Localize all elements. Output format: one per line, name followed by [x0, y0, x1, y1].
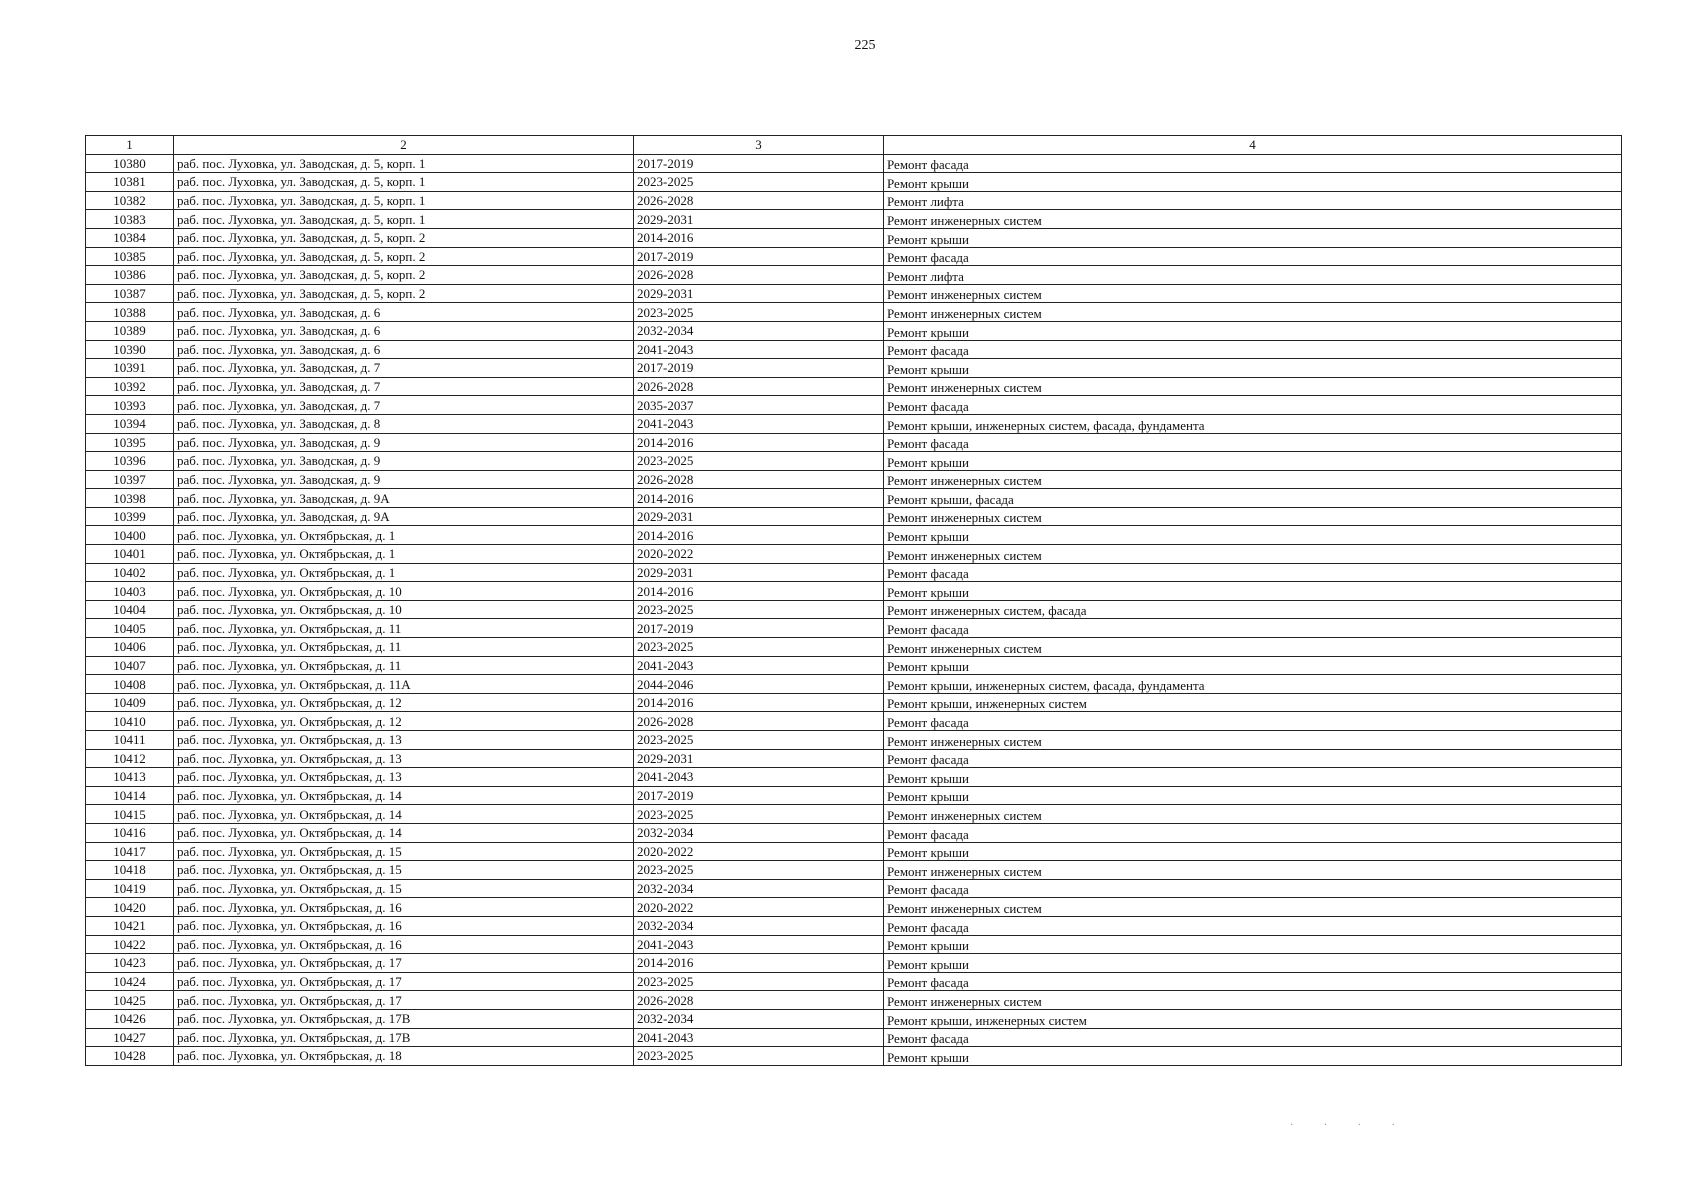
work-type-cell: Ремонт крыши: [884, 173, 1622, 192]
row-number: 10382: [86, 191, 174, 210]
row-number: 10407: [86, 656, 174, 675]
address-cell: раб. пос. Луховка, ул. Заводская, д. 5, корп. 2: [174, 228, 634, 247]
row-number: 10399: [86, 507, 174, 526]
table-body: [86, 154, 1622, 1065]
period-cell: 2041-2043: [634, 935, 884, 954]
work-type-cell: Ремонт крыши, инженерных систем, фасада, фундамента: [884, 675, 1622, 694]
period-cell: 2032-2034: [634, 1009, 884, 1028]
address-cell: раб. пос. Луховка, ул. Октябрьская, д. 1: [174, 526, 634, 545]
period-cell: 2020-2022: [634, 842, 884, 861]
row-number: 10393: [86, 396, 174, 415]
row-number: 10400: [86, 526, 174, 545]
table-row: [86, 452, 1622, 471]
period-cell: 2029-2031: [634, 749, 884, 768]
address-cell: раб. пос. Луховка, ул. Октябрьская, д. 15: [174, 879, 634, 898]
row-number: 10387: [86, 284, 174, 303]
table-row: [86, 861, 1622, 880]
table-row: [86, 377, 1622, 396]
work-type-cell: Ремонт крыши: [884, 582, 1622, 601]
address-cell: раб. пос. Луховка, ул. Октябрьская, д. 13: [174, 749, 634, 768]
row-number: 10389: [86, 321, 174, 340]
period-cell: 2023-2025: [634, 805, 884, 824]
row-number: 10403: [86, 582, 174, 601]
work-type-cell: Ремонт инженерных систем: [884, 284, 1622, 303]
period-cell: 2014-2016: [634, 489, 884, 508]
work-type-cell: Ремонт инженерных систем: [884, 861, 1622, 880]
period-cell: 2041-2043: [634, 656, 884, 675]
address-cell: раб. пос. Луховка, ул. Заводская, д. 5, корп. 1: [174, 191, 634, 210]
row-number: 10426: [86, 1009, 174, 1028]
period-cell: 2032-2034: [634, 823, 884, 842]
address-cell: раб. пос. Луховка, ул. Заводская, д. 6: [174, 303, 634, 322]
table-row: [86, 991, 1622, 1010]
address-cell: раб. пос. Луховка, ул. Октябрьская, д. 15: [174, 842, 634, 861]
address-cell: раб. пос. Луховка, ул. Октябрьская, д. 13: [174, 731, 634, 750]
row-number: 10420: [86, 898, 174, 917]
table-row: [86, 433, 1622, 452]
row-number: 10380: [86, 154, 174, 173]
period-cell: 2041-2043: [634, 414, 884, 433]
work-type-cell: Ремонт крыши, инженерных систем, фасада, фундамента: [884, 414, 1622, 433]
row-number: 10419: [86, 879, 174, 898]
table-row: [86, 470, 1622, 489]
table-row: [86, 507, 1622, 526]
period-cell: 2032-2034: [634, 916, 884, 935]
work-type-cell: Ремонт фасада: [884, 749, 1622, 768]
table-row: [86, 731, 1622, 750]
address-cell: раб. пос. Луховка, ул. Октябрьская, д. 14: [174, 805, 634, 824]
table-header-row: [86, 136, 1622, 155]
row-number: 10414: [86, 786, 174, 805]
row-number: 10411: [86, 731, 174, 750]
table-row: [86, 600, 1622, 619]
period-cell: 2032-2034: [634, 321, 884, 340]
work-type-cell: Ремонт инженерных систем: [884, 377, 1622, 396]
work-type-cell: Ремонт фасада: [884, 340, 1622, 359]
table-row: [86, 396, 1622, 415]
work-type-cell: Ремонт крыши: [884, 935, 1622, 954]
period-cell: 2026-2028: [634, 266, 884, 285]
period-cell: 2035-2037: [634, 396, 884, 415]
period-cell: 2026-2028: [634, 470, 884, 489]
address-cell: раб. пос. Луховка, ул. Октябрьская, д. 17В: [174, 1028, 634, 1047]
work-type-cell: Ремонт инженерных систем: [884, 210, 1622, 229]
column-header-work: 4: [884, 136, 1622, 155]
work-type-cell: Ремонт инженерных систем: [884, 470, 1622, 489]
address-cell: раб. пос. Луховка, ул. Заводская, д. 9: [174, 433, 634, 452]
table-row: [86, 972, 1622, 991]
work-type-cell: Ремонт инженерных систем, фасада: [884, 600, 1622, 619]
work-type-cell: Ремонт крыши: [884, 786, 1622, 805]
table-row: [86, 638, 1622, 657]
row-number: 10394: [86, 414, 174, 433]
work-type-cell: Ремонт крыши: [884, 359, 1622, 378]
work-type-cell: Ремонт крыши, инженерных систем: [884, 1009, 1622, 1028]
work-type-cell: Ремонт крыши: [884, 768, 1622, 787]
work-type-cell: Ремонт крыши: [884, 452, 1622, 471]
address-cell: раб. пос. Луховка, ул. Октябрьская, д. 11А: [174, 675, 634, 694]
table-row: [86, 749, 1622, 768]
address-cell: раб. пос. Луховка, ул. Октябрьская, д. 16: [174, 898, 634, 917]
period-cell: 2029-2031: [634, 284, 884, 303]
table-row: [86, 191, 1622, 210]
address-cell: раб. пос. Луховка, ул. Заводская, д. 7: [174, 359, 634, 378]
work-type-cell: Ремонт фасада: [884, 396, 1622, 415]
table-row: [86, 284, 1622, 303]
work-type-cell: Ремонт фасада: [884, 916, 1622, 935]
address-cell: раб. пос. Луховка, ул. Октябрьская, д. 13: [174, 768, 634, 787]
table-row: [86, 545, 1622, 564]
row-number: 10395: [86, 433, 174, 452]
work-type-cell: Ремонт инженерных систем: [884, 898, 1622, 917]
row-number: 10425: [86, 991, 174, 1010]
period-cell: 2020-2022: [634, 898, 884, 917]
work-type-cell: Ремонт фасада: [884, 619, 1622, 638]
address-cell: раб. пос. Луховка, ул. Заводская, д. 9: [174, 452, 634, 471]
row-number: 10405: [86, 619, 174, 638]
column-header-period: 3: [634, 136, 884, 155]
work-type-cell: Ремонт лифта: [884, 191, 1622, 210]
row-number: 10422: [86, 935, 174, 954]
period-cell: 2023-2025: [634, 600, 884, 619]
column-header-address: 2: [174, 136, 634, 155]
work-type-cell: Ремонт фасада: [884, 972, 1622, 991]
period-cell: 2017-2019: [634, 247, 884, 266]
period-cell: 2023-2025: [634, 972, 884, 991]
row-number: 10384: [86, 228, 174, 247]
table-row: [86, 247, 1622, 266]
address-cell: раб. пос. Луховка, ул. Заводская, д. 6: [174, 340, 634, 359]
row-number: 10402: [86, 563, 174, 582]
period-cell: 2032-2034: [634, 879, 884, 898]
table-row: [86, 768, 1622, 787]
row-number: 10417: [86, 842, 174, 861]
period-cell: 2026-2028: [634, 712, 884, 731]
column-header-number: 1: [86, 136, 174, 155]
table-row: [86, 898, 1622, 917]
address-cell: раб. пос. Луховка, ул. Заводская, д. 6: [174, 321, 634, 340]
work-type-cell: Ремонт фасада: [884, 247, 1622, 266]
period-cell: 2041-2043: [634, 1028, 884, 1047]
address-cell: раб. пос. Луховка, ул. Октябрьская, д. 18: [174, 1047, 634, 1066]
address-cell: раб. пос. Луховка, ул. Октябрьская, д. 11: [174, 656, 634, 675]
table-row: [86, 712, 1622, 731]
row-number: 10409: [86, 693, 174, 712]
table-row: [86, 154, 1622, 173]
period-cell: 2017-2019: [634, 359, 884, 378]
row-number: 10427: [86, 1028, 174, 1047]
table-row: [86, 359, 1622, 378]
address-cell: раб. пос. Луховка, ул. Заводская, д. 5, корп. 1: [174, 210, 634, 229]
table-row: [86, 935, 1622, 954]
work-type-cell: Ремонт фасада: [884, 712, 1622, 731]
table-row: [86, 842, 1622, 861]
work-type-cell: Ремонт фасада: [884, 823, 1622, 842]
row-number: 10408: [86, 675, 174, 694]
work-type-cell: Ремонт крыши: [884, 228, 1622, 247]
period-cell: 2041-2043: [634, 768, 884, 787]
work-type-cell: Ремонт крыши: [884, 321, 1622, 340]
address-cell: раб. пос. Луховка, ул. Заводская, д. 5, корп. 2: [174, 247, 634, 266]
period-cell: 2014-2016: [634, 228, 884, 247]
period-cell: 2014-2016: [634, 693, 884, 712]
row-number: 10424: [86, 972, 174, 991]
period-cell: 2014-2016: [634, 526, 884, 545]
row-number: 10383: [86, 210, 174, 229]
address-cell: раб. пос. Луховка, ул. Заводская, д. 9: [174, 470, 634, 489]
table-row: [86, 173, 1622, 192]
address-cell: раб. пос. Луховка, ул. Заводская, д. 5, корп. 1: [174, 173, 634, 192]
address-cell: раб. пос. Луховка, ул. Заводская, д. 7: [174, 396, 634, 415]
table-row: [86, 340, 1622, 359]
row-number: 10415: [86, 805, 174, 824]
repair-schedule-table: [85, 135, 1622, 1066]
work-type-cell: Ремонт инженерных систем: [884, 731, 1622, 750]
row-number: 10392: [86, 377, 174, 396]
row-number: 10421: [86, 916, 174, 935]
work-type-cell: Ремонт инженерных систем: [884, 805, 1622, 824]
table-row: [86, 1028, 1622, 1047]
row-number: 10404: [86, 600, 174, 619]
row-number: 10423: [86, 954, 174, 973]
address-cell: раб. пос. Луховка, ул. Заводская, д. 9А: [174, 489, 634, 508]
address-cell: раб. пос. Луховка, ул. Октябрьская, д. 11: [174, 638, 634, 657]
table-row: [86, 526, 1622, 545]
work-type-cell: Ремонт инженерных систем: [884, 545, 1622, 564]
work-type-cell: Ремонт крыши: [884, 1047, 1622, 1066]
row-number: 10410: [86, 712, 174, 731]
work-type-cell: Ремонт фасада: [884, 154, 1622, 173]
row-number: 10388: [86, 303, 174, 322]
work-type-cell: Ремонт крыши: [884, 526, 1622, 545]
table-row: [86, 619, 1622, 638]
period-cell: 2026-2028: [634, 377, 884, 396]
period-cell: 2023-2025: [634, 452, 884, 471]
table-row: [86, 1009, 1622, 1028]
address-cell: раб. пос. Луховка, ул. Октябрьская, д. 17: [174, 954, 634, 973]
row-number: 10398: [86, 489, 174, 508]
period-cell: 2023-2025: [634, 173, 884, 192]
period-cell: 2029-2031: [634, 507, 884, 526]
work-type-cell: Ремонт фасада: [884, 1028, 1622, 1047]
address-cell: раб. пос. Луховка, ул. Октябрьская, д. 14: [174, 786, 634, 805]
table-row: [86, 414, 1622, 433]
period-cell: 2044-2046: [634, 675, 884, 694]
table-row: [86, 675, 1622, 694]
scan-specks: · · · ·: [1290, 1120, 1409, 1131]
work-type-cell: Ремонт фасада: [884, 433, 1622, 452]
row-number: 10412: [86, 749, 174, 768]
row-number: 10390: [86, 340, 174, 359]
work-type-cell: Ремонт инженерных систем: [884, 638, 1622, 657]
table-row: [86, 266, 1622, 285]
row-number: 10416: [86, 823, 174, 842]
address-cell: раб. пос. Луховка, ул. Заводская, д. 8: [174, 414, 634, 433]
period-cell: 2014-2016: [634, 582, 884, 601]
work-type-cell: Ремонт крыши: [884, 954, 1622, 973]
address-cell: раб. пос. Луховка, ул. Октябрьская, д. 17В: [174, 1009, 634, 1028]
period-cell: 2029-2031: [634, 210, 884, 229]
work-type-cell: Ремонт фасада: [884, 879, 1622, 898]
table-row: [86, 805, 1622, 824]
address-cell: раб. пос. Луховка, ул. Октябрьская, д. 16: [174, 935, 634, 954]
address-cell: раб. пос. Луховка, ул. Октябрьская, д. 12: [174, 693, 634, 712]
period-cell: 2023-2025: [634, 638, 884, 657]
address-cell: раб. пос. Луховка, ул. Октябрьская, д. 10: [174, 600, 634, 619]
period-cell: 2023-2025: [634, 1047, 884, 1066]
table-row: [86, 228, 1622, 247]
table-row: [86, 582, 1622, 601]
table-row: [86, 210, 1622, 229]
period-cell: 2026-2028: [634, 191, 884, 210]
period-cell: 2017-2019: [634, 619, 884, 638]
period-cell: 2023-2025: [634, 731, 884, 750]
row-number: 10428: [86, 1047, 174, 1066]
period-cell: 2023-2025: [634, 303, 884, 322]
period-cell: 2017-2019: [634, 154, 884, 173]
table-row: [86, 489, 1622, 508]
period-cell: 2014-2016: [634, 433, 884, 452]
row-number: 10418: [86, 861, 174, 880]
row-number: 10381: [86, 173, 174, 192]
address-cell: раб. пос. Луховка, ул. Октябрьская, д. 12: [174, 712, 634, 731]
work-type-cell: Ремонт лифта: [884, 266, 1622, 285]
address-cell: раб. пос. Луховка, ул. Октябрьская, д. 15: [174, 861, 634, 880]
table-row: [86, 916, 1622, 935]
work-type-cell: Ремонт инженерных систем: [884, 507, 1622, 526]
table-row: [86, 656, 1622, 675]
work-type-cell: Ремонт фасада: [884, 563, 1622, 582]
period-cell: 2026-2028: [634, 991, 884, 1010]
address-cell: раб. пос. Луховка, ул. Октябрьская, д. 1: [174, 545, 634, 564]
table-row: [86, 823, 1622, 842]
table-row: [86, 563, 1622, 582]
row-number: 10406: [86, 638, 174, 657]
period-cell: 2023-2025: [634, 861, 884, 880]
row-number: 10385: [86, 247, 174, 266]
work-type-cell: Ремонт инженерных систем: [884, 303, 1622, 322]
work-type-cell: Ремонт крыши, инженерных систем: [884, 693, 1622, 712]
address-cell: раб. пос. Луховка, ул. Заводская, д. 5, корп. 2: [174, 266, 634, 285]
period-cell: 2041-2043: [634, 340, 884, 359]
address-cell: раб. пос. Луховка, ул. Октябрьская, д. 14: [174, 823, 634, 842]
row-number: 10413: [86, 768, 174, 787]
table-row: [86, 693, 1622, 712]
work-type-cell: Ремонт крыши, фасада: [884, 489, 1622, 508]
address-cell: раб. пос. Луховка, ул. Октябрьская, д. 1: [174, 563, 634, 582]
work-type-cell: Ремонт инженерных систем: [884, 991, 1622, 1010]
period-cell: 2017-2019: [634, 786, 884, 805]
page-number: 225: [854, 38, 876, 53]
period-cell: 2014-2016: [634, 954, 884, 973]
table-row: [86, 786, 1622, 805]
address-cell: раб. пос. Луховка, ул. Октябрьская, д. 17: [174, 972, 634, 991]
row-number: 10397: [86, 470, 174, 489]
row-number: 10391: [86, 359, 174, 378]
address-cell: раб. пос. Луховка, ул. Октябрьская, д. 11: [174, 619, 634, 638]
period-cell: 2020-2022: [634, 545, 884, 564]
period-cell: 2029-2031: [634, 563, 884, 582]
table-row: [86, 879, 1622, 898]
address-cell: раб. пос. Луховка, ул. Заводская, д. 7: [174, 377, 634, 396]
table-row: [86, 321, 1622, 340]
work-type-cell: Ремонт крыши: [884, 656, 1622, 675]
address-cell: раб. пос. Луховка, ул. Октябрьская, д. 16: [174, 916, 634, 935]
address-cell: раб. пос. Луховка, ул. Октябрьская, д. 17: [174, 991, 634, 1010]
table-row: [86, 954, 1622, 973]
address-cell: раб. пос. Луховка, ул. Октябрьская, д. 10: [174, 582, 634, 601]
row-number: 10396: [86, 452, 174, 471]
address-cell: раб. пос. Луховка, ул. Заводская, д. 5, корп. 2: [174, 284, 634, 303]
row-number: 10386: [86, 266, 174, 285]
table-row: [86, 303, 1622, 322]
address-cell: раб. пос. Луховка, ул. Заводская, д. 9А: [174, 507, 634, 526]
address-cell: раб. пос. Луховка, ул. Заводская, д. 5, корп. 1: [174, 154, 634, 173]
row-number: 10401: [86, 545, 174, 564]
work-type-cell: Ремонт крыши: [884, 842, 1622, 861]
table-row: [86, 1047, 1622, 1066]
